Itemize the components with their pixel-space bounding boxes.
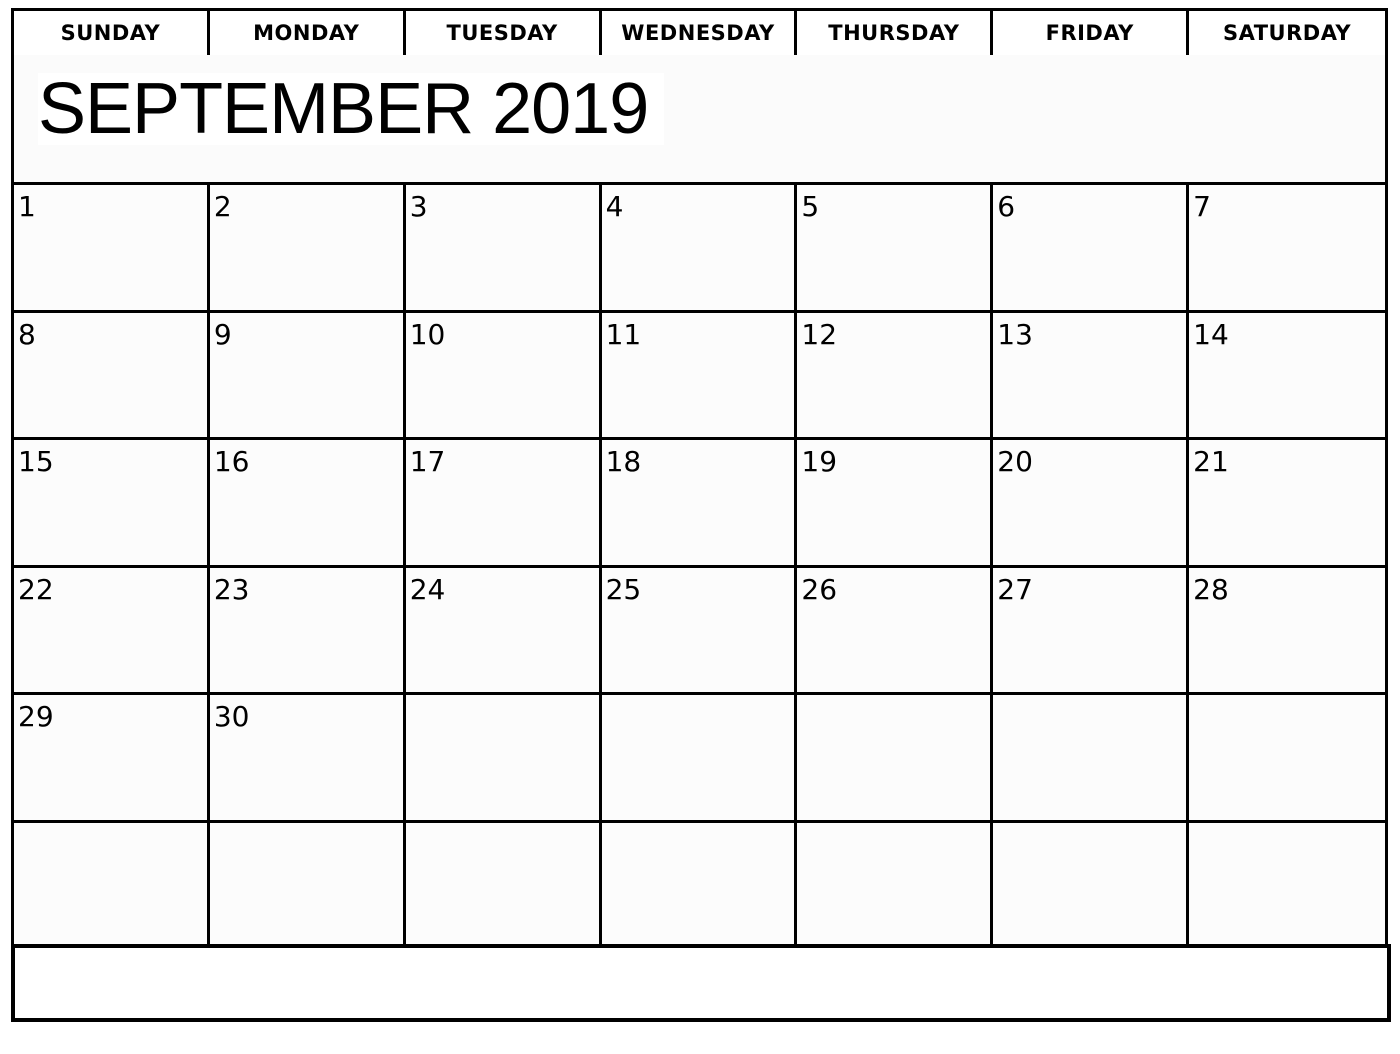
day-number: 24 <box>409 572 446 606</box>
day-cell[interactable] <box>993 437 1189 565</box>
day-cell[interactable] <box>797 310 993 438</box>
day-cell[interactable] <box>1189 437 1385 565</box>
day-number: 2 <box>213 190 232 223</box>
day-cell[interactable] <box>602 310 798 438</box>
day-cell[interactable] <box>14 310 210 438</box>
weekday-saturday: SATURDAY <box>1222 21 1352 45</box>
day-number: 19 <box>801 445 838 478</box>
day-number: 8 <box>18 317 36 351</box>
day-cell[interactable] <box>602 437 798 565</box>
day-cell[interactable] <box>14 692 210 820</box>
day-number: 28 <box>1193 572 1229 606</box>
day-cell[interactable] <box>1189 310 1385 438</box>
day-cell[interactable] <box>406 820 602 948</box>
day-number: 13 <box>997 317 1033 351</box>
day-cell[interactable] <box>602 565 798 693</box>
day-cell[interactable] <box>797 437 993 565</box>
day-number: 3 <box>409 190 428 223</box>
day-cell[interactable] <box>210 565 406 693</box>
day-number: 27 <box>997 572 1033 606</box>
weekday-monday: MONDAY <box>210 11 406 55</box>
day-cell[interactable] <box>993 310 1189 438</box>
day-cell[interactable] <box>993 820 1189 948</box>
day-cell[interactable] <box>14 182 210 310</box>
day-cell[interactable] <box>993 565 1189 693</box>
day-cell[interactable] <box>210 310 406 438</box>
month-title-box <box>11 55 1388 185</box>
day-cell[interactable] <box>1189 565 1385 693</box>
day-number: 11 <box>605 317 642 351</box>
calendar <box>11 8 1388 1022</box>
day-cell[interactable] <box>210 437 406 565</box>
day-cell[interactable] <box>406 692 602 820</box>
day-number: 12 <box>801 317 838 351</box>
day-cell[interactable] <box>797 820 993 948</box>
day-grid <box>11 182 1388 947</box>
day-number: 29 <box>18 700 54 733</box>
day-cell[interactable] <box>406 437 602 565</box>
day-number: 4 <box>605 190 624 223</box>
weekday-wednesday: WEDNESDAY <box>602 11 798 55</box>
day-number: 21 <box>1193 445 1229 478</box>
day-number: 20 <box>997 445 1033 478</box>
weekday-sunday: SUNDAY <box>14 11 210 55</box>
day-cell[interactable] <box>993 692 1189 820</box>
day-cell[interactable] <box>210 820 406 948</box>
day-number: 7 <box>1193 190 1211 223</box>
day-number: 9 <box>213 317 232 351</box>
day-cell[interactable] <box>406 310 602 438</box>
day-cell[interactable] <box>797 692 993 820</box>
day-cell[interactable] <box>602 820 798 948</box>
day-number: 25 <box>605 572 642 606</box>
day-number: 6 <box>997 190 1016 223</box>
day-cell[interactable] <box>602 692 798 820</box>
day-cell[interactable] <box>1189 182 1385 310</box>
weekday-tuesday: TUESDAY <box>406 11 602 55</box>
weekday-thursday: THURSDAY <box>797 11 993 55</box>
day-cell[interactable] <box>406 565 602 693</box>
day-number: 18 <box>605 445 642 478</box>
day-number: 16 <box>213 445 250 478</box>
day-number: 30 <box>213 700 250 733</box>
day-cell[interactable] <box>993 182 1189 310</box>
weekday-friday: FRIDAY <box>993 11 1189 55</box>
day-cell[interactable] <box>210 182 406 310</box>
day-cell[interactable] <box>210 692 406 820</box>
notes-box[interactable] <box>11 944 1391 1022</box>
day-number: 22 <box>18 572 54 606</box>
day-cell[interactable] <box>406 182 602 310</box>
day-cell[interactable] <box>14 565 210 693</box>
day-cell[interactable] <box>14 437 210 565</box>
day-cell[interactable] <box>602 182 798 310</box>
day-cell[interactable] <box>1189 692 1385 820</box>
day-number: 15 <box>18 445 54 478</box>
day-cell[interactable] <box>797 182 993 310</box>
day-cell[interactable] <box>14 820 210 948</box>
day-cell[interactable] <box>797 565 993 693</box>
day-number: 26 <box>801 572 838 606</box>
day-number: 10 <box>409 317 446 351</box>
day-cell[interactable] <box>1189 820 1385 948</box>
weekday-header <box>11 8 1388 58</box>
day-number: 1 <box>18 190 36 223</box>
day-number: 5 <box>801 190 820 223</box>
day-number: 14 <box>1193 317 1229 351</box>
month-title: SEPTEMBER 2019 <box>38 73 664 145</box>
day-number: 23 <box>213 572 250 606</box>
day-number: 17 <box>409 445 446 478</box>
